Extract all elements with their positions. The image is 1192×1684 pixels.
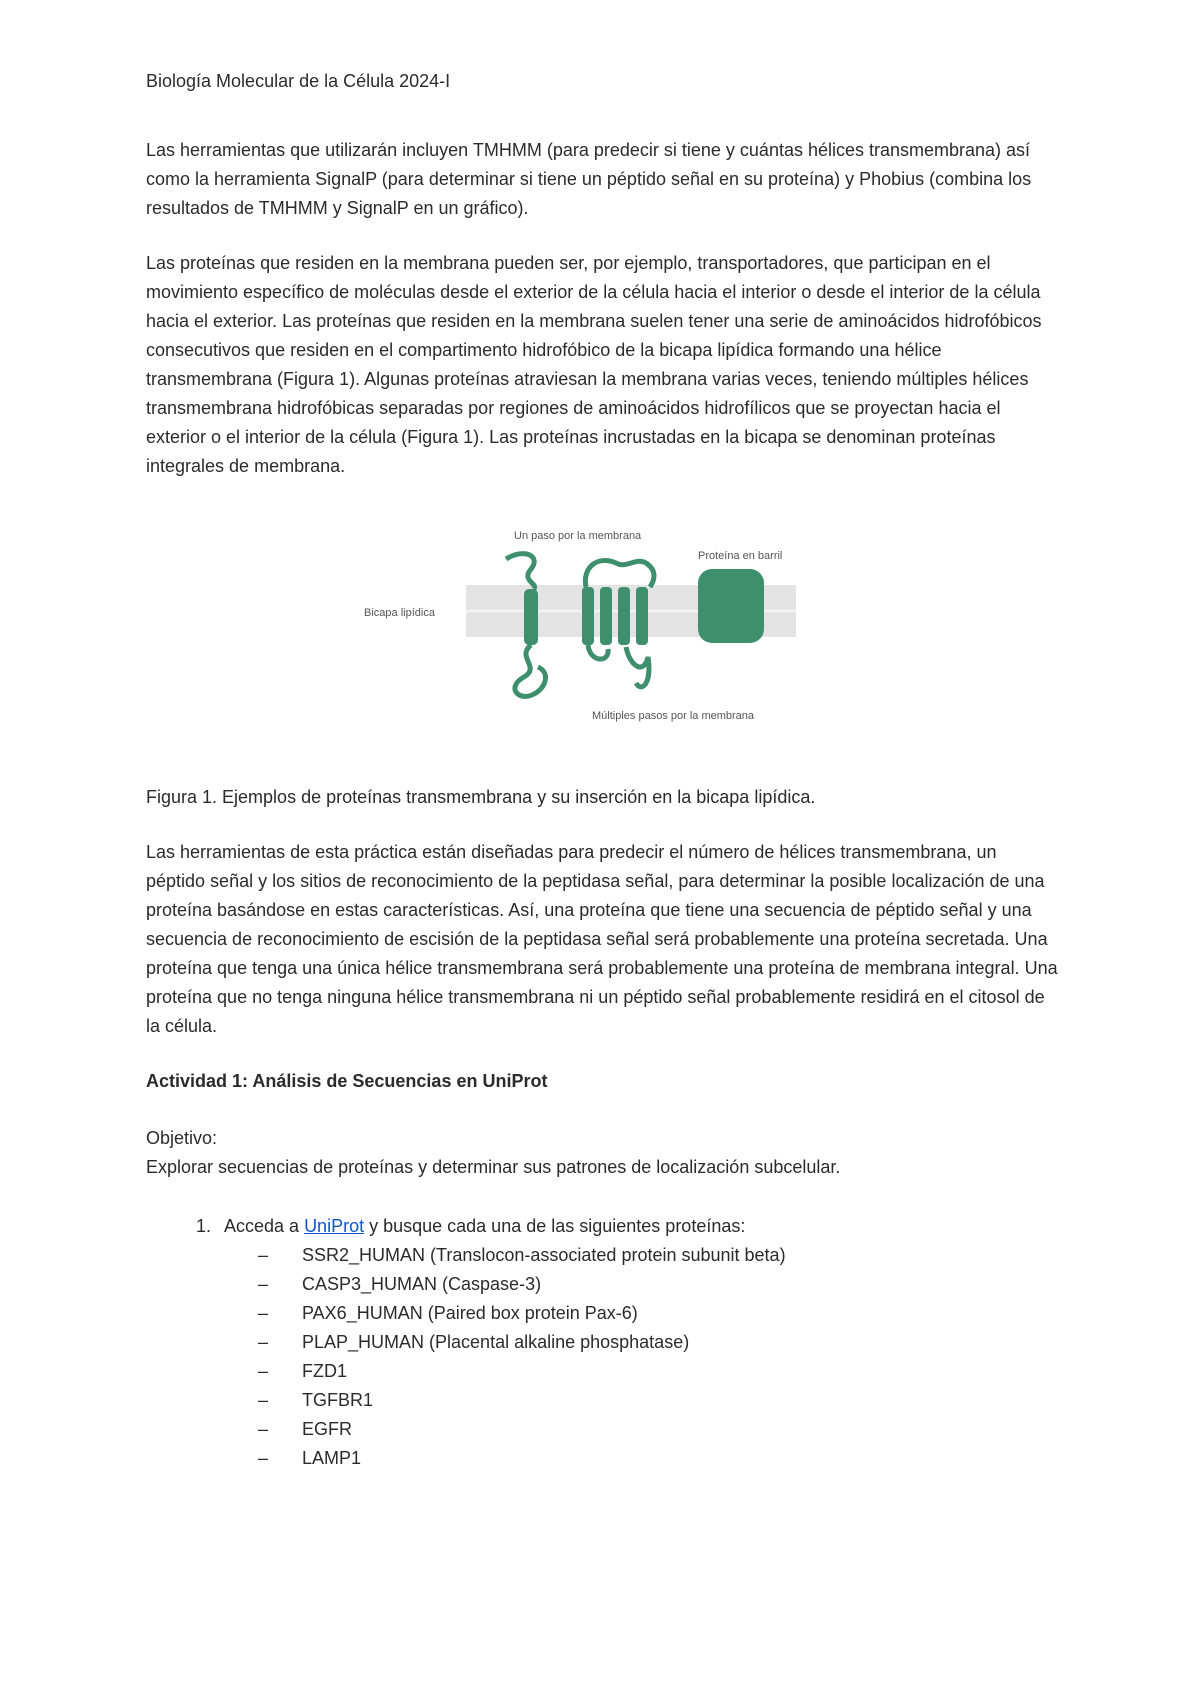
label-single-pass: Un paso por la membrana: [514, 530, 642, 542]
uniprot-link[interactable]: UniProt: [304, 1216, 365, 1236]
label-lipid-bilayer: Bicapa lipídica: [364, 607, 435, 619]
objective-label: Objetivo:: [146, 1128, 218, 1148]
protein-list: [224, 1241, 1058, 1473]
paragraph-membrane-proteins: Las proteínas que residen en la membrana pueden ser, por ejemplo, transportadores, que participan en el movimiento específico de moléculas desde el exterior de la célula hacia el interior o desde el interior de la célula hacia el exterior. Las proteínas que residen en la membrana suelen tener una serie de aminoácidos hidrofóbicos consecutivos que residen en el compartimento hidrofóbico de la bicapa lipídica formando una hélice transmembrana (Figura 1). Algunas proteínas atraviesan la membrana varias veces, teniendo múltiples hélices transmembrana hidrofóbicas separadas por regiones de aminoácidos hidrofílicos que se proyectan hacia el exterior o el interior de la célula (Figura 1). Las proteínas incrustadas en la bicapa se denominan proteínas integrales de membrana.: [146, 253, 1042, 476]
step-1-suffix: y busque cada una de las siguientes proteínas:: [364, 1216, 746, 1236]
activity-steps: [146, 1212, 1058, 1473]
list-item: – CASP3_HUMAN (Caspase-3): [258, 1270, 1058, 1299]
label-barrel: Proteína en barril: [698, 550, 783, 562]
list-item: – PAX6_HUMAN (Paired box protein Pax-6): [258, 1299, 1058, 1328]
list-item: – TGFBR1: [258, 1386, 1058, 1415]
membrane-diagram: [146, 507, 1058, 757]
list-item: – EGFR: [258, 1415, 1058, 1444]
multi-pass-protein: [582, 560, 654, 686]
figure-transmembrane-proteins: [146, 507, 1058, 757]
paragraph-tools: Las herramientas que utilizarán incluyen TMHMM (para predecir si tiene y cuántas hélices transmembrana) así como la herramienta SignalP (para determinar si tiene un péptido señal en su proteína) y Phobius (combina los resultados de TMHMM y SignalP en un gráfico).: [146, 140, 1032, 218]
list-item: – LAMP1: [258, 1444, 1058, 1473]
list-item: – SSR2_HUMAN (Translocon-associated protein subunit beta): [258, 1241, 1058, 1270]
paragraph-tools-purpose: Las herramientas de esta práctica están diseñadas para predecir el número de hélices transmembrana, un péptido señal y los sitios de reconocimiento de la peptidasa señal, para determinar la posible localización de una proteína basándose en estas características. Así, una proteína que tiene una secuencia de péptido señal y una secuencia de reconocimiento de escisión de la peptidasa señal será probablemente una proteína secretada. Una proteína que tenga una única hélice transmembrana será probablemente una proteína de membrana integral. Una proteína que no tenga ninguna hélice transmembrana ni un péptido señal probablemente residirá en el citosol de la célula.: [146, 842, 1058, 1036]
document-page: [146, 70, 1058, 1473]
list-item: – PLAP_HUMAN (Placental alkaline phosphatase): [258, 1328, 1058, 1357]
document-header: Biología Molecular de la Célula 2024-I: [146, 71, 451, 91]
barrel-protein: [698, 569, 764, 643]
step-1-prefix: Acceda a: [224, 1216, 305, 1236]
step-1: [216, 1212, 1058, 1473]
figure-caption: Figura 1. Ejemplos de proteínas transmembrana y su inserción en la bicapa lipídica.: [146, 787, 816, 807]
list-item: – FZD1: [258, 1357, 1058, 1386]
objective-text: Explorar secuencias de proteínas y determinar sus patrones de localización subcelular.: [146, 1157, 841, 1177]
label-multi-pass: Múltiples pasos por la membrana: [592, 710, 755, 722]
activity-title: Actividad 1: Análisis de Secuencias en UniProt: [146, 1071, 548, 1091]
